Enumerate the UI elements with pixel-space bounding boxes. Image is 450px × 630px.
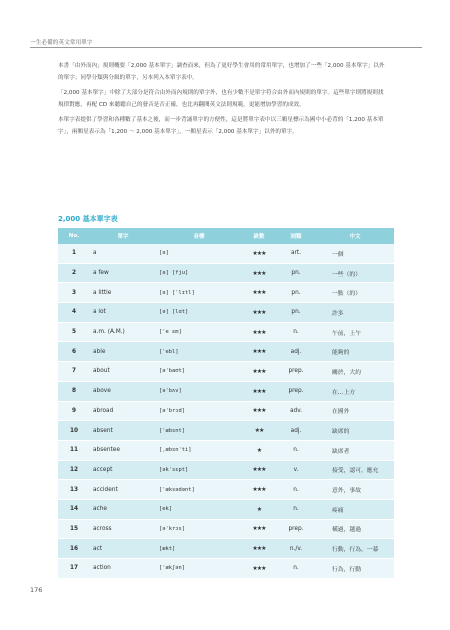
cell-chinese: 能夠的 xyxy=(316,342,394,362)
cell-chinese: 橫過，越過 xyxy=(316,519,394,539)
vocabulary-table xyxy=(58,228,394,579)
table-row xyxy=(58,499,394,519)
cell-ipa: [ˈæbsnt] xyxy=(156,421,242,441)
cell-chinese: 在國外 xyxy=(316,401,394,421)
cell-ipa: [əˈbʌv] xyxy=(156,381,242,401)
cell-level: ★★★ xyxy=(242,303,276,323)
cell-chinese: 缺席者 xyxy=(316,440,394,460)
header-no: No. xyxy=(58,228,90,244)
table-row xyxy=(58,263,394,283)
cell-chinese: 行動，行為，一幕 xyxy=(316,539,394,559)
cell-level: ★★★ xyxy=(242,283,276,303)
cell-ipa: [ækt] xyxy=(156,539,242,559)
cell-chinese: 關於，大約 xyxy=(316,362,394,382)
table-row xyxy=(58,381,394,401)
cell-ipa: [ˌæbsnˈti] xyxy=(156,440,242,460)
cell-pos: n. xyxy=(276,440,316,460)
table-row xyxy=(58,539,394,559)
cell-pos: n. xyxy=(276,322,316,342)
table-row xyxy=(58,244,394,263)
header-chinese: 中文 xyxy=(316,228,394,244)
cell-word: a xyxy=(90,244,156,263)
cell-pos: pn. xyxy=(276,263,316,283)
cell-ipa: [ə] [ˈlɪtl] xyxy=(156,283,242,303)
cell-chinese: 疼痛 xyxy=(316,499,394,519)
cell-no: 16 xyxy=(58,539,90,559)
cell-word: absentee xyxy=(90,440,156,460)
table-row xyxy=(58,303,394,323)
cell-pos: prep. xyxy=(276,362,316,382)
header-word: 單字 xyxy=(90,228,156,244)
cell-chinese: 缺席的 xyxy=(316,421,394,441)
intro-paragraph-3: 本單字表提供了學習和各種數了基本之後，而一步背誦單字的方便性，這是將單字表中以三顆星標示為國中小必背的「1,200 基本單字」，兩顆星表示為「1,200 ～ 2,000 基本單字」，一顆星表示「2,000 基本單字」以外的單字。 xyxy=(58,117,384,135)
cell-word: a.m. (A.M.) xyxy=(90,322,156,342)
cell-no: 1 xyxy=(58,244,90,263)
cell-level: ★★★ xyxy=(242,559,276,579)
cell-pos: adj. xyxy=(276,421,316,441)
cell-pos: adv. xyxy=(276,401,316,421)
cell-no: 17 xyxy=(58,559,90,579)
running-header: 一生必備的英文常用單字 xyxy=(30,40,93,46)
cell-word: abroad xyxy=(90,401,156,421)
cell-ipa: [ˈækʃən] xyxy=(156,559,242,579)
header-pos: 詞類 xyxy=(276,228,316,244)
table-row xyxy=(58,480,394,500)
cell-chinese: 午前，上午 xyxy=(316,322,394,342)
header-level: 級數 xyxy=(242,228,276,244)
cell-word: accept xyxy=(90,460,156,480)
cell-level: ★★★ xyxy=(242,263,276,283)
cell-ipa: [ə] [lɑt] xyxy=(156,303,242,323)
cell-no: 15 xyxy=(58,519,90,539)
cell-no: 13 xyxy=(58,480,90,500)
cell-pos: pn. xyxy=(276,283,316,303)
cell-chinese: 在…上方 xyxy=(316,381,394,401)
cell-pos: art. xyxy=(276,244,316,263)
cell-level: ★★★ xyxy=(242,244,276,263)
cell-no: 3 xyxy=(58,283,90,303)
table-row xyxy=(58,401,394,421)
cell-no: 10 xyxy=(58,421,90,441)
cell-ipa: [ə] [fju] xyxy=(156,263,242,283)
cell-chinese: 接受，認可，應允 xyxy=(316,460,394,480)
cell-ipa: [əˈkrɔs] xyxy=(156,519,242,539)
cell-no: 14 xyxy=(58,499,90,519)
table-header-row xyxy=(58,228,394,244)
cell-no: 4 xyxy=(58,303,90,323)
table-row xyxy=(58,460,394,480)
table-row xyxy=(58,440,394,460)
cell-level: ★★★ xyxy=(242,539,276,559)
cell-ipa: [ə] xyxy=(156,244,242,263)
cell-no: 7 xyxy=(58,362,90,382)
cell-pos: adj. xyxy=(276,342,316,362)
cell-word: act xyxy=(90,539,156,559)
intro-paragraph-1: 本書「由外而內」規則概要「2,000 基本單字」調查而來，但為了更好學生會用的常用單字，也增加了一些「2,000 基本單字」以外的單字；同學分類與分級的單字，另本列入本單字表中。 xyxy=(58,63,385,81)
cell-pos: n. xyxy=(276,499,316,519)
cell-word: a few xyxy=(90,263,156,283)
cell-pos: n./v. xyxy=(276,539,316,559)
cell-level: ★★★ xyxy=(242,519,276,539)
header-ipa: 音標 xyxy=(156,228,242,244)
cell-word: a lot xyxy=(90,303,156,323)
cell-no: 5 xyxy=(58,322,90,342)
cell-chinese: 一點（的） xyxy=(316,283,394,303)
cell-pos: n. xyxy=(276,559,316,579)
section-title: 2,000 基本單字表 xyxy=(58,215,118,223)
cell-level: ★ xyxy=(242,440,276,460)
table-row xyxy=(58,519,394,539)
table-body xyxy=(58,244,394,578)
cell-chinese: 行為，行動 xyxy=(316,559,394,579)
cell-pos: pn. xyxy=(276,303,316,323)
table-row xyxy=(58,559,394,579)
cell-chinese: 許多 xyxy=(316,303,394,323)
table-row xyxy=(58,342,394,362)
cell-ipa: [əˈbrɔd] xyxy=(156,401,242,421)
cell-level: ★★★ xyxy=(242,401,276,421)
cell-word: absent xyxy=(90,421,156,441)
cell-word: able xyxy=(90,342,156,362)
header-rule xyxy=(30,47,422,48)
cell-word: above xyxy=(90,381,156,401)
cell-ipa: [ek] xyxy=(156,499,242,519)
cell-ipa: [ˈe ɛm] xyxy=(156,322,242,342)
intro-paragraph-2: 「2,000 基本單字」中除了大部分是符合由外而內規則的單字外，也有少數不是單字符合由外而內規則的單字。這些單字則將規則找規律對應，再配 CD 來聽聽自己的發音是否正確，也比再翻閱英文法則規範，更能增加學習的成效。 xyxy=(58,90,384,108)
cell-no: 9 xyxy=(58,401,90,421)
cell-level: ★★★ xyxy=(242,362,276,382)
cell-pos: prep. xyxy=(276,519,316,539)
cell-word: action xyxy=(90,559,156,579)
page-number: 176 xyxy=(30,586,43,594)
cell-level: ★★★ xyxy=(242,381,276,401)
cell-level: ★★★ xyxy=(242,342,276,362)
cell-chinese: 一些（的） xyxy=(316,263,394,283)
table-row xyxy=(58,421,394,441)
cell-word: ache xyxy=(90,499,156,519)
table-row xyxy=(58,283,394,303)
intro-text xyxy=(58,60,388,141)
cell-ipa: [ˈebl] xyxy=(156,342,242,362)
cell-level: ★★★ xyxy=(242,460,276,480)
table-row xyxy=(58,362,394,382)
cell-chinese: 一個 xyxy=(316,244,394,263)
cell-no: 6 xyxy=(58,342,90,362)
cell-pos: n. xyxy=(276,480,316,500)
cell-ipa: [əkˈsɛpt] xyxy=(156,460,242,480)
cell-level: ★★★ xyxy=(242,480,276,500)
cell-word: about xyxy=(90,362,156,382)
cell-level: ★ xyxy=(242,499,276,519)
cell-pos: prep. xyxy=(276,381,316,401)
cell-ipa: [əˈbaʊt] xyxy=(156,362,242,382)
cell-no: 2 xyxy=(58,263,90,283)
cell-no: 12 xyxy=(58,460,90,480)
cell-chinese: 意外，事故 xyxy=(316,480,394,500)
cell-word: accident xyxy=(90,480,156,500)
cell-no: 8 xyxy=(58,381,90,401)
cell-ipa: [ˈæksədənt] xyxy=(156,480,242,500)
table-row xyxy=(58,322,394,342)
cell-no: 11 xyxy=(58,440,90,460)
cell-level: ★★★ xyxy=(242,322,276,342)
cell-pos: v. xyxy=(276,460,316,480)
cell-level: ★★ xyxy=(242,421,276,441)
cell-word: across xyxy=(90,519,156,539)
cell-word: a little xyxy=(90,283,156,303)
